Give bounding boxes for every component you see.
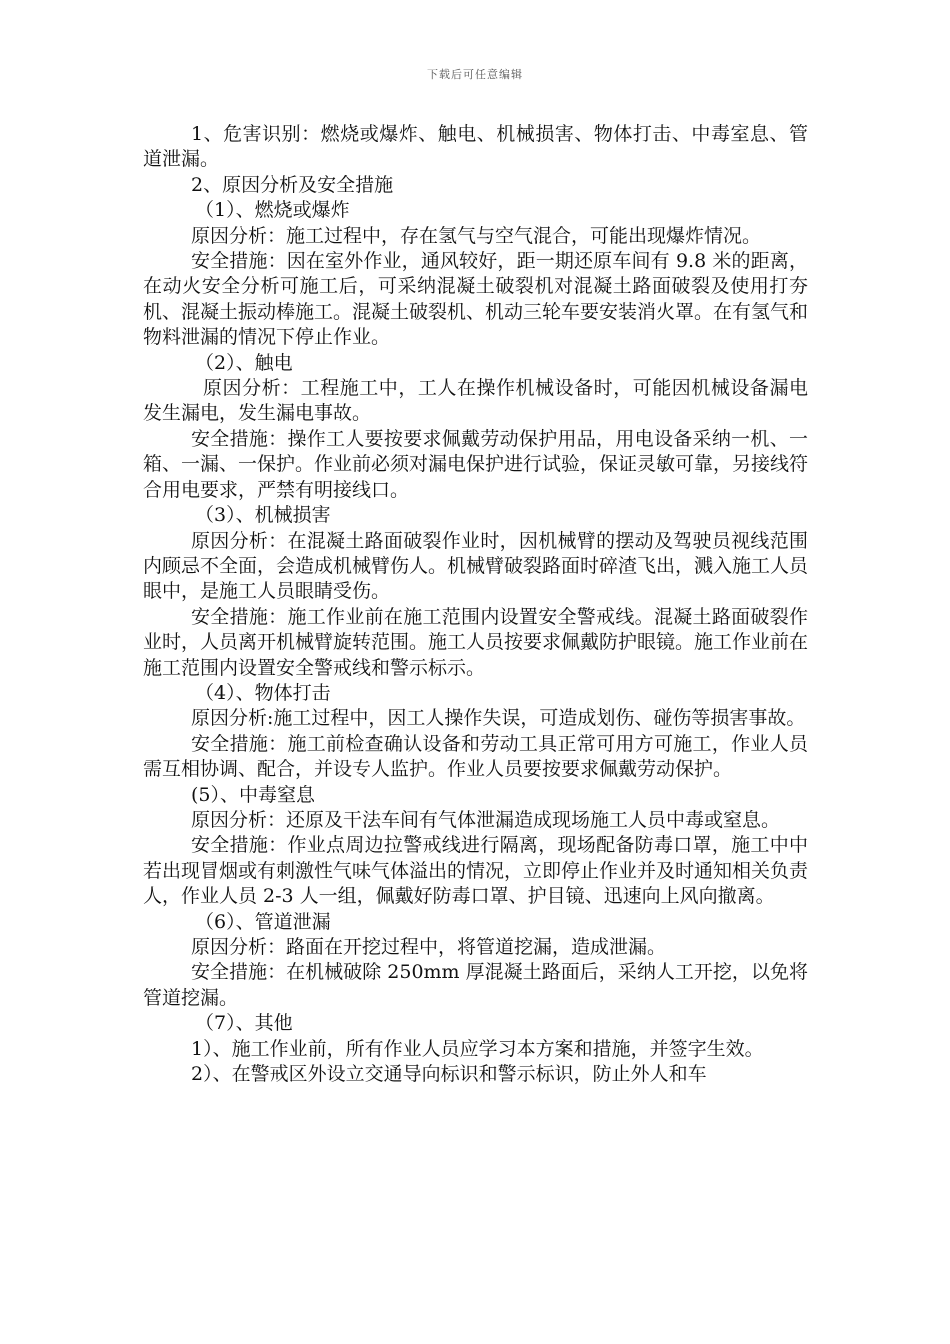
subheading-other: （7）、其他 bbox=[195, 1012, 293, 1035]
subheading-mechanical-injury: （3）、机械损害 bbox=[195, 504, 331, 527]
paragraph-cause: 原因分析：工程施工中，工人在操作机械设备时，可能因机械设备漏电发生漏电，发生漏电事故。 bbox=[143, 377, 808, 425]
subheading-object-strike: （4）、物体打击 bbox=[195, 681, 331, 704]
paragraph-cause: 原因分析:施工过程中，因工人操作失误，可造成划伤、碰伤等损害事故。 bbox=[191, 707, 806, 730]
subheading-pipeline-leak: （6）、管道泄漏 bbox=[195, 910, 331, 933]
paragraph-measures: 安全措施：作业点周边拉警戒线进行隔离，现场配备防毒口罩，施工中中若出现冒烟或有刺激性气味气体溢出的情况，立即停止作业并及时通知相关负责人，作业人员 2-3 人一组，佩戴好防毒口罩、护目镜、迅速向上风向撤离。 bbox=[143, 834, 809, 908]
document-body bbox=[143, 122, 808, 1087]
subheading-fire-explosion: （1）、燃烧或爆炸 bbox=[195, 199, 350, 222]
paragraph-hazard-identification: 1、危害识别：燃烧或爆炸、触电、机械损害、物体打击、中毒室息、管道泄漏。 bbox=[143, 123, 808, 171]
page-header: 下载后可任意编辑 bbox=[427, 68, 523, 81]
subheading-poisoning-suffocation: (5）、中毒窒息 bbox=[191, 783, 316, 806]
paragraph-measures: 安全措施：在机械破除 250mm 厚混凝土路面后，采纳人工开挖，以免将管道挖漏。 bbox=[143, 961, 808, 1009]
paragraph-measures: 安全措施：操作工人要按要求佩戴劳动保护用品，用电设备采纳一机、一箱、一漏、一保护。作业前必须对漏电保护进行试验，保证灵敏可靠，另接线符合用电要求，严禁有明接线口。 bbox=[143, 427, 809, 501]
subheading-electric-shock: （2）、触电 bbox=[195, 351, 293, 374]
section-heading-cause-analysis: 2、原因分析及安全措施 bbox=[191, 173, 394, 196]
paragraph-cause: 原因分析：施工过程中，存在氢气与空气混合，可能出现爆炸情况。 bbox=[191, 224, 762, 247]
paragraph-cause: 原因分析：还原及干法车间有气体泄漏造成现场施工人员中毒或窒息。 bbox=[191, 808, 781, 831]
paragraph-measures: 安全措施：施工作业前在施工范围内设置安全警戒线。混凝土路面破裂作业时，人员离开机械臂旋转范围。施工人员按要求佩戴防护眼镜。施工作业前在施工范围内设置安全警戒线和警示标示。 bbox=[143, 605, 809, 679]
paragraph-cause: 原因分析：路面在开挖过程中，将管道挖漏，造成泄漏。 bbox=[191, 936, 667, 958]
paragraph-measures: 安全措施：因在室外作业，通风较好，距一期还原车间有 9.8 米的距离，在动火安全分析可施工后，可采纳混凝土破裂机对混凝土路面破裂及使用打夯机、混凝土振动棒施工。混凝土破裂机、机动三轮车要安装消火罩。在有氢气和物料泄漏的情况下停止作业。 bbox=[143, 250, 809, 349]
paragraph-measures: 安全措施：施工前检查确认设备和劳动工具正常可用方可施工，作业人员需互相协调、配合，并设专人监护。作业人员要按要求佩戴劳动保护。 bbox=[143, 732, 808, 781]
list-item: 2）、在警戒区外设立交通导向标识和警示标识，防止外人和车 bbox=[191, 1063, 707, 1086]
list-item: 1）、施工作业前，所有作业人员应学习本方案和措施，并签字生效。 bbox=[191, 1037, 764, 1060]
paragraph-cause: 原因分析：在混凝土路面破裂作业时，因机械臂的摆动及驾驶员视线范围内顾忌不全面，会造成机械臂伤人。机械臂破裂路面时碎渣飞出，溅入施工人员眼中，是施工人员眼睛受伤。 bbox=[143, 529, 809, 603]
